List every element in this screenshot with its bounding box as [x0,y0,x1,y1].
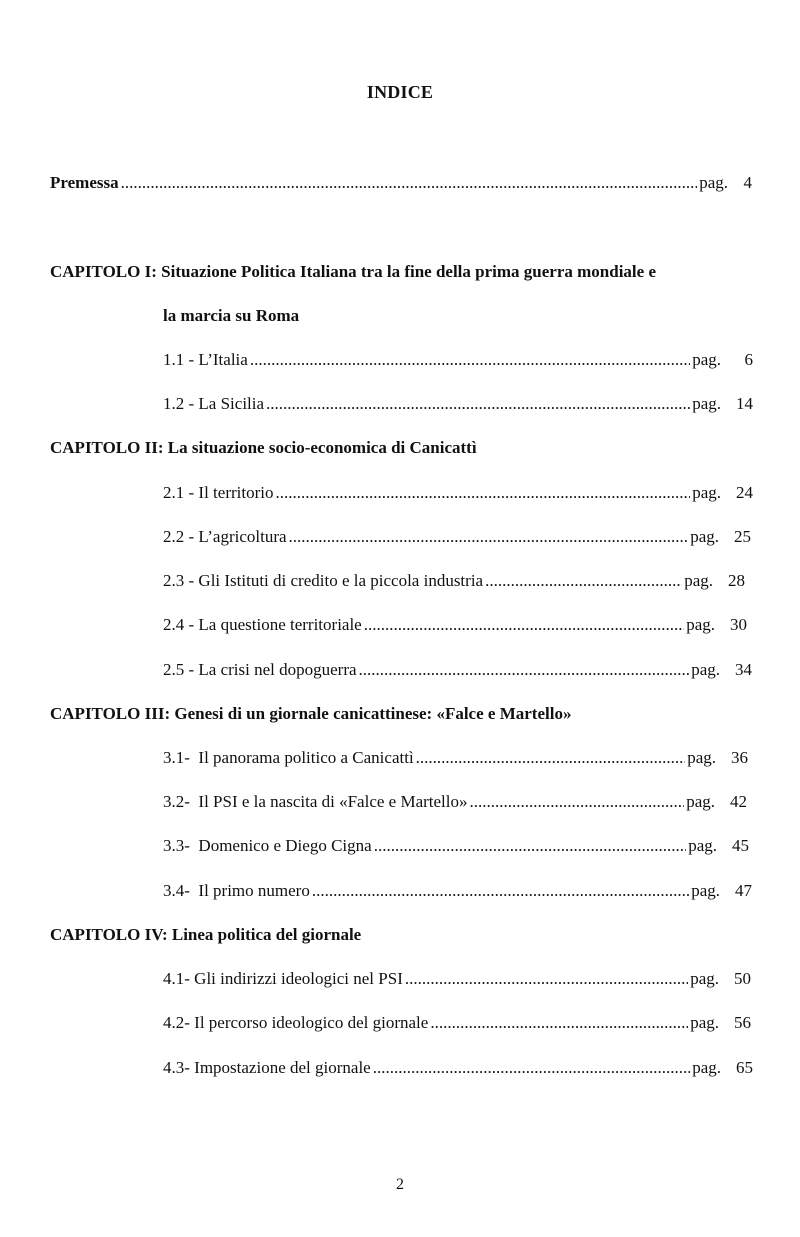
toc-entry [163,526,751,548]
dot-leader [364,614,684,636]
chapter-heading-2: CAPITOLO II: La situazione socio-economica di Canicattì [50,438,477,457]
toc-entry-premessa [50,172,752,194]
toc-entry-page-number: 50 [734,969,751,988]
toc-entry [163,659,752,681]
page-number: 2 [396,1176,404,1193]
toc-entry-label: Premessa [50,173,119,192]
toc-entry [163,614,747,636]
toc-entry-label: 4.1- Gli indirizzi ideologici nel PSI [163,969,403,988]
dot-leader [266,393,690,415]
dot-leader [373,1057,690,1079]
toc-entry-pag: pag. [699,173,728,192]
toc-entry-page-number: 6 [744,350,753,369]
toc-entry-page-number: 24 [736,483,753,502]
toc-entry-label: 1.1 - L’Italia [163,350,248,369]
toc-entry-pag: pag. [686,615,715,634]
toc-entry-page-number: 45 [732,836,749,855]
toc-entry-label: 3.4- Il primo numero [163,881,310,900]
toc-entry [163,1012,751,1034]
toc-entry-label: 2.5 - La crisi nel dopoguerra [163,660,357,679]
toc-entry [163,968,751,990]
toc-entry-page-number: 47 [735,881,752,900]
toc-entry [163,747,748,769]
toc-entry-label: 2.2 - L’agricoltura [163,527,287,546]
toc-entry-label: 2.3 - Gli Istituti di credito e la piccola industria [163,571,484,590]
toc-entry-pag: pag. [692,1058,721,1077]
toc-entry-page-number: 56 [734,1013,751,1032]
toc-entry-label: 3.1- Il panorama politico a Canicattì [163,748,414,767]
dot-leader [430,1012,688,1034]
toc-entry [163,791,747,813]
dot-leader [416,747,686,769]
dot-leader [470,791,685,813]
toc-entry-pag: pag. [692,350,721,369]
toc-entry [163,349,753,371]
toc-entry-label: 2.4 - La questione territoriale [163,615,362,634]
dot-leader [250,349,690,371]
toc-entry-page-number: 36 [731,748,748,767]
toc-entry-pag: pag. [692,483,721,502]
dot-leader [312,880,689,902]
toc-entry-pag: pag. [692,394,721,413]
toc-entry-page-number: 14 [736,394,753,413]
toc-entry [163,1057,753,1079]
dot-leader [359,659,690,681]
toc-entry-page-number: 65 [736,1058,753,1077]
toc-entry-page-number: 30 [730,615,747,634]
toc-entry-label: 3.2- Il PSI e la nascita di «Falce e Martello» [163,792,468,811]
toc-entry-pag: pag. [684,571,713,590]
dot-leader [485,570,682,592]
toc-entry [163,880,752,902]
dot-leader [275,482,690,504]
dot-leader [405,968,688,990]
toc-entry-pag: pag. [691,881,720,900]
toc-entry-pag: pag. [690,527,719,546]
toc-entry-pag: pag. [686,792,715,811]
toc-entry-pag: pag. [687,748,716,767]
toc-entry [163,835,749,857]
toc-entry-page-number: 4 [743,173,752,192]
dot-leader [121,172,698,194]
toc-entry-label: 4.3- Impostazione del giornale [163,1058,371,1077]
toc-entry-pag: pag. [690,1013,719,1032]
toc-entry-pag: pag. [688,836,717,855]
toc-entry-page-number: 34 [735,660,752,679]
toc-entry-pag: pag. [690,969,719,988]
toc-entry-label: 4.2- Il percorso ideologico del giornale [163,1013,429,1032]
toc-entry [163,393,753,415]
toc-entry-label: 2.1 - Il territorio [163,483,274,502]
chapter-heading-1-cont: la marcia su Roma [163,306,300,325]
toc-entry-pag: pag. [691,660,720,679]
chapter-heading-1: CAPITOLO I: Situazione Politica Italiana tra la fine della prima guerra mondiale e [50,262,656,281]
toc-entry-label: 1.2 - La Sicilia [163,394,265,413]
page-title: INDICE [366,82,434,102]
toc-entry-page-number: 42 [730,792,747,811]
toc-entry-page-number: 28 [728,571,745,590]
chapter-heading-3: CAPITOLO III: Genesi di un giornale canicattinese: «Falce e Martello» [50,704,572,723]
toc-entry [163,570,745,592]
toc-entry-label: 3.3- Domenico e Diego Cigna [163,836,372,855]
dot-leader [289,526,689,548]
chapter-heading-4: CAPITOLO IV: Linea politica del giornale [50,925,362,944]
toc-entry-page-number: 25 [734,527,751,546]
dot-leader [374,835,687,857]
toc-entry [163,482,753,504]
